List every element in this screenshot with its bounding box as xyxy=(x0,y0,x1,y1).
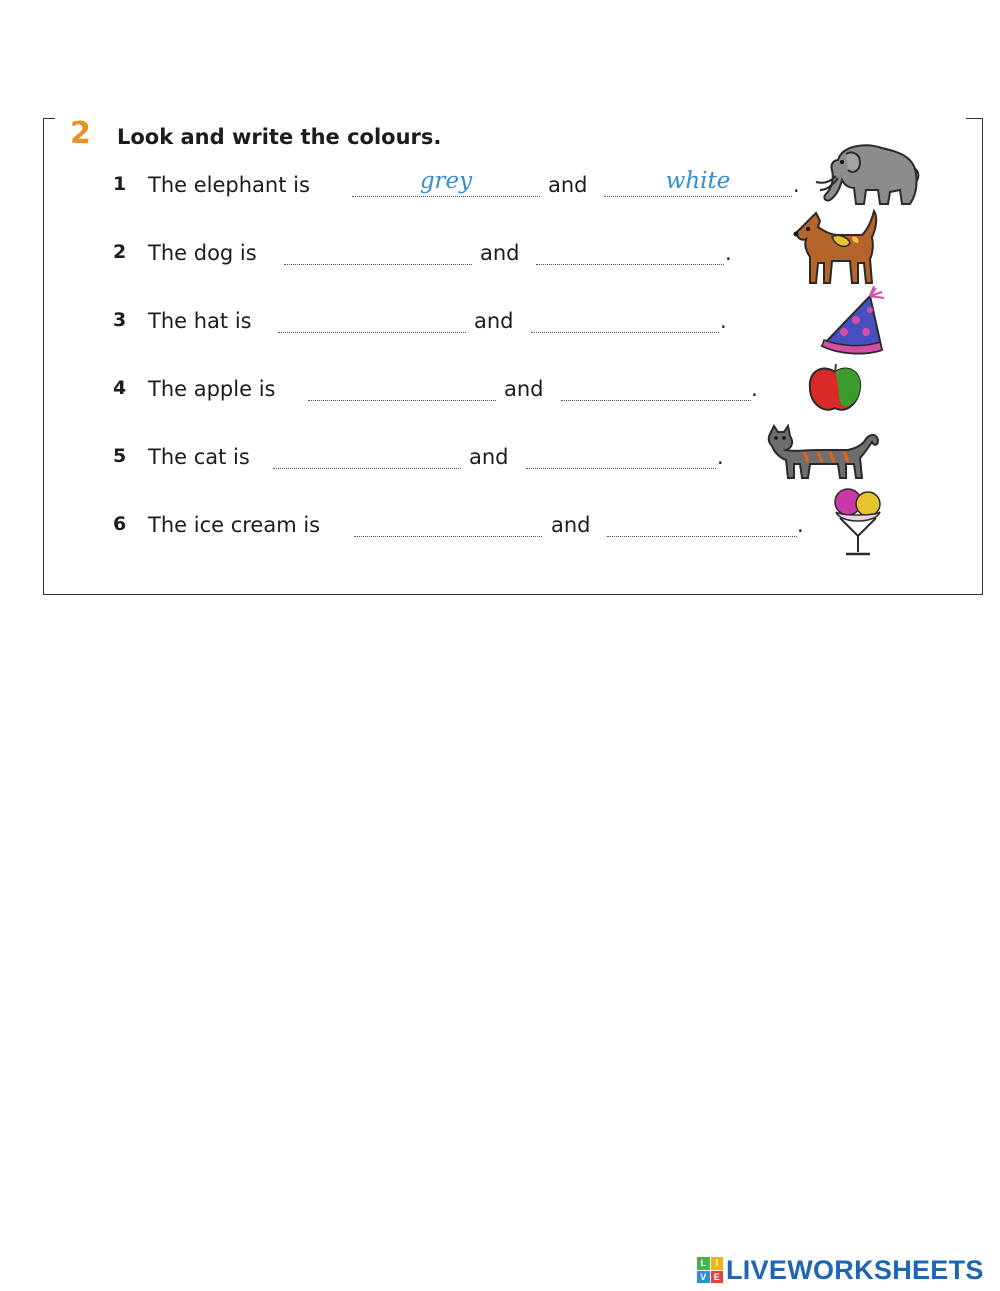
elephant-icon xyxy=(802,138,920,210)
question-stem: The elephant is xyxy=(148,173,310,197)
answer-blank-2[interactable] xyxy=(561,399,751,401)
answer-blank-1[interactable] xyxy=(273,467,461,469)
and-word: and xyxy=(480,241,520,265)
exercise-number: 2 xyxy=(70,116,91,151)
answer-text: grey xyxy=(419,168,473,194)
logo-letter: L xyxy=(697,1257,710,1270)
logo-letter: E xyxy=(711,1271,724,1284)
answer-text: white xyxy=(665,168,731,194)
question-number: 4 xyxy=(113,377,127,399)
dog-icon xyxy=(790,207,882,289)
answer-blank-2[interactable] xyxy=(531,331,719,333)
and-word: and xyxy=(551,513,591,537)
question-stem: The apple is xyxy=(148,377,276,401)
question-number: 5 xyxy=(113,445,127,467)
liveworksheets-logo xyxy=(697,1257,723,1283)
and-word: and xyxy=(504,377,544,401)
question-number: 2 xyxy=(113,241,127,263)
answer-blank-1[interactable] xyxy=(354,535,542,537)
answer-blank-1[interactable] xyxy=(308,399,496,401)
period: . xyxy=(797,513,804,537)
answer-blank-2[interactable] xyxy=(536,263,724,265)
party-hat-icon xyxy=(816,286,888,358)
period: . xyxy=(751,377,758,401)
question-number: 1 xyxy=(113,173,127,195)
and-word: and xyxy=(474,309,514,333)
logo-letter: V xyxy=(697,1271,710,1284)
answer-blank-2[interactable] xyxy=(526,467,716,469)
period: . xyxy=(793,173,800,197)
question-number: 3 xyxy=(113,309,127,331)
answer-blank-1[interactable] xyxy=(352,168,540,197)
answer-blank-2[interactable] xyxy=(604,168,792,197)
question-stem: The hat is xyxy=(148,309,252,333)
frame-top-left-edge xyxy=(43,118,55,119)
liveworksheets-brand xyxy=(697,1254,984,1286)
and-word: and xyxy=(548,173,588,197)
frame-top-right-edge xyxy=(966,118,983,119)
exercise-instruction: Look and write the colours. xyxy=(117,125,442,149)
question-number: 6 xyxy=(113,513,127,535)
period: . xyxy=(725,241,732,265)
ice-cream-icon xyxy=(830,484,886,560)
apple-icon xyxy=(806,362,864,414)
and-word: and xyxy=(469,445,509,469)
answer-blank-1[interactable] xyxy=(278,331,466,333)
answer-blank-1[interactable] xyxy=(284,263,472,265)
question-stem: The dog is xyxy=(148,241,257,265)
period: . xyxy=(717,445,724,469)
logo-letter: I xyxy=(711,1257,724,1270)
question-stem: The cat is xyxy=(148,445,250,469)
brand-wordmark: LIVEWORKSHEETS xyxy=(726,1254,984,1285)
question-stem: The ice cream is xyxy=(148,513,321,537)
period: . xyxy=(720,309,727,333)
answer-blank-2[interactable] xyxy=(607,535,797,537)
cat-icon xyxy=(764,424,882,484)
